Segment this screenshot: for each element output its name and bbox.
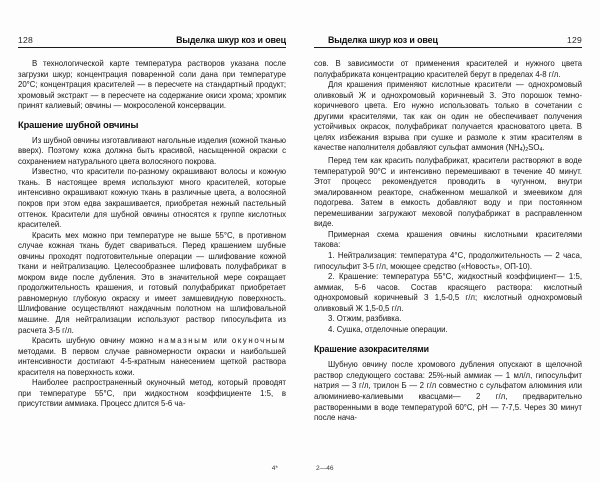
paragraph-dyes-text: Для крашения применяют кислотные красители — однохромовый оливковый Ж и однохромовый коричневый З. Это порошок темно-коричневого цвета. Его нужно использовать только в сочетании с другими красителями, так как он один не обеспечивает получения устойчивых окрасок, полуфабрикат получается красноватого цвета. В целях избежания взрыва при сушке и размоле к этим красителям в качестве наполнителя добавляют сульфат аммония [314,80,582,153]
formula-sub-3: 4 [539,147,543,154]
formula-post: SO [528,143,540,153]
list-item: 2. Крашение: температура 55°С, жидкостный коэффициент— 1:5, аммиак, 5-6 часов. Состав красящего раствора: кислотный однохромовый коричневый З 1,5-0,5 г/л; кислотный однохромовый оливковый Ж 1,5-0,5 г/л. [314,272,582,313]
formula-ammonium-sulfate [504,143,545,152]
running-head-title-left: Выделка шкур коз и овец [176,35,286,46]
paragraph: Наиболее распространенный окуночный метод, который проводят при температуре 55°С, при жидкостном коэффициенте 1:5, в присутствии аммиака. Процесс длится 5-6 ча- [18,378,286,409]
paragraph: Из шубной овчины изготавливают нагольные изделия (кожной тканью вверх). Поэтому кожа должна быть красивой, насыщенной окраски с сохранением натурального цвета волосяного покрова. [18,135,286,166]
formula-pre: (NH [503,143,520,153]
paragraph: Шубную овчину после хромового дубления опускают в щелочной раствор следующего состава: 25%-ный аммиак — 1 мл/л, гипосульфит натрия — 3 г/л, трилон Б — 2 г/л совместно с сульфатом алюминия или алюминиево-калиевыми квасцами— 2 г/л, предварительно растворенными в воде температурой 60°С, рН — 7-7,5. Через 30 минут после нача- [314,360,582,423]
method-name-smear: намазным [158,336,209,346]
formula-end: . [542,143,545,153]
running-head-left [18,30,286,48]
formula-sub-1: 4 [519,147,523,154]
paragraph: Известно, что красители по-разному окрашивают волосы и кожную ткань. В настоящее время используют много красителей, которые интенсивно окрашивают кожную ткань в различные цвета, а волосяной покров при этом едва закрашивается, приобретая нежный пастельный оттенок. Красители для шубной овчины относятся к группе кислотных красителей. [18,167,286,230]
formula-sub-2: 2 [525,147,529,154]
paragraph: Перед тем как красить полуфабрикат, красители растворяют в воде температурой 90°С и интенсивно перемешивают в течение 40 минут. Этот процесс рекомендуется проводить в чугунном, внутри эмалированном реакторе, снабженном мешалкой и змеевиком для подогрева. Затем в емкость добавляют воду и при постоянном перемешивании загружают меховой полуфабрикат в расправленном виде. [314,156,582,229]
folio-number-left: 128 [18,35,33,46]
paragraph: Примерная схема крашения овчины кислотными красителями такова: [314,229,582,250]
section-heading-dyeing-sheepskin: Крашение шубной овчины [18,119,139,130]
folio-number-right: 129 [567,35,582,46]
signature-mark-left: 4* [271,465,278,473]
method-name-dip: окуночным [231,336,286,346]
running-head-title-right: Выделка шкур коз и овец [328,35,438,46]
formula-mid: ) [522,143,526,153]
running-head-right [314,30,582,48]
paragraph-continued: сов. В зависимости от применения красителей и нужного цвета полуфабриката концентрацию красителей берут в пределах 4-8 г/л. [314,59,582,79]
list-item: 4. Сушка, отделочные операции. [328,324,448,334]
section-heading-azo-dyeing: Крашение азокрасителями [314,344,429,355]
methods-text-post: методами. В первом случае равномерности окраски и наибольшей интенсивности достигают 4-5-кратным нанесением щеткой раствора красителя на поверхность кожи. [18,346,286,377]
paragraph-dyes [314,80,582,156]
methods-text-pre: Красить шубную овчину можно [32,336,159,346]
page-right [300,0,600,482]
methods-text-mid: или [208,336,232,346]
list-item: 3. Отжим, разбивка. [328,314,402,324]
paragraph: В технологической карте температура растворов указана после загрузки шкур; концентрация поваренной соли дана при температуре 20°С; концентрация красителей — в пересчете на стандартный продукт; хромовый экстракт — в пересчете на содержание окиси хрома; хромпик принят калиевый; овчины — мокросоленой консервации. [18,59,286,111]
list-item: 1. Нейтрализация: температура 4°С, продолжительность — 2 часа, гипосульфит 3-5 г/л, моющее средство («Новость», ОП-10). [314,251,582,271]
paragraph-methods [18,336,286,378]
paragraph: Красить мех можно при температуре не выше 55°С, в противном случае кожная ткань будет свариваться. Перед крашением шубные овчины проходят подготовительные операции — шлифование кожной ткани и нейтрализацию. Целесообразнее шлифовать полуфабрикат в мокром виде после дубления. Это в значительной мере сокращает продолжительность крашения, и готовый полуфабрикат приобретает равномерную глубокую окраску и имеет замшевидную поверхность. Шлифование осуществляют наждачным полотном на шлифовальной машине. Для нейтрализации используют раствор гипосульфита из расчета 3-5 г/л. [18,230,286,335]
signature-mark-right: 2—46 [316,465,334,473]
